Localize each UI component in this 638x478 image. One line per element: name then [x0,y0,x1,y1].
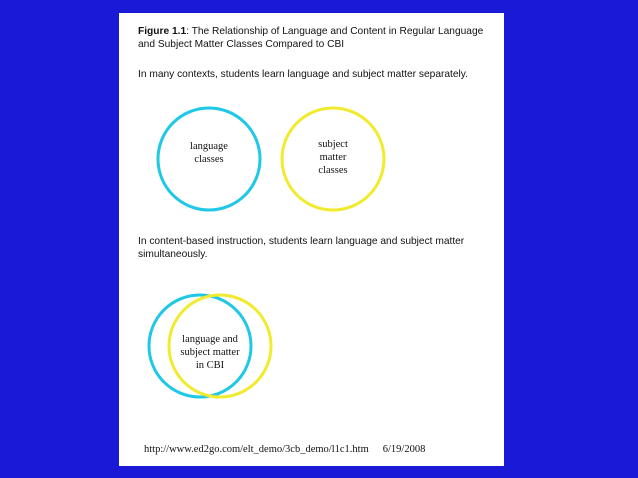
language-classes-line: classes [194,154,224,165]
cbi-overlap-line: language and [182,334,238,345]
cbi-overlap-label [165,333,255,372]
source-url: http://www.ed2go.com/elt_demo/3cb_demo/l1c1.htm [144,444,369,455]
paragraph-simultaneous: In content-based instruction, students learn language and subject matter simultaneously. [138,236,465,260]
language-classes-label [164,140,254,166]
source-footer [144,444,484,455]
subject-matter-classes-line: matter [319,152,347,163]
cbi-overlap-line: in CBI [195,360,225,371]
subject-matter-classes-label [288,138,378,177]
cbi-overlap-line: subject matter [180,347,240,358]
subject-matter-classes-line: classes [318,165,348,176]
slide-page [119,13,504,466]
figure-label: Figure 1.1 [138,26,187,37]
figure-title: : The Relationship of Language and Content in Regular Language and Subject Matter Classes Compared to CBI [138,26,484,50]
language-classes-line: language [190,141,228,152]
source-date: 6/19/2008 [382,444,426,455]
subject-matter-classes-line: subject [318,139,348,150]
paragraph-separate: In many contexts, students learn language and subject matter separately. [138,69,468,80]
